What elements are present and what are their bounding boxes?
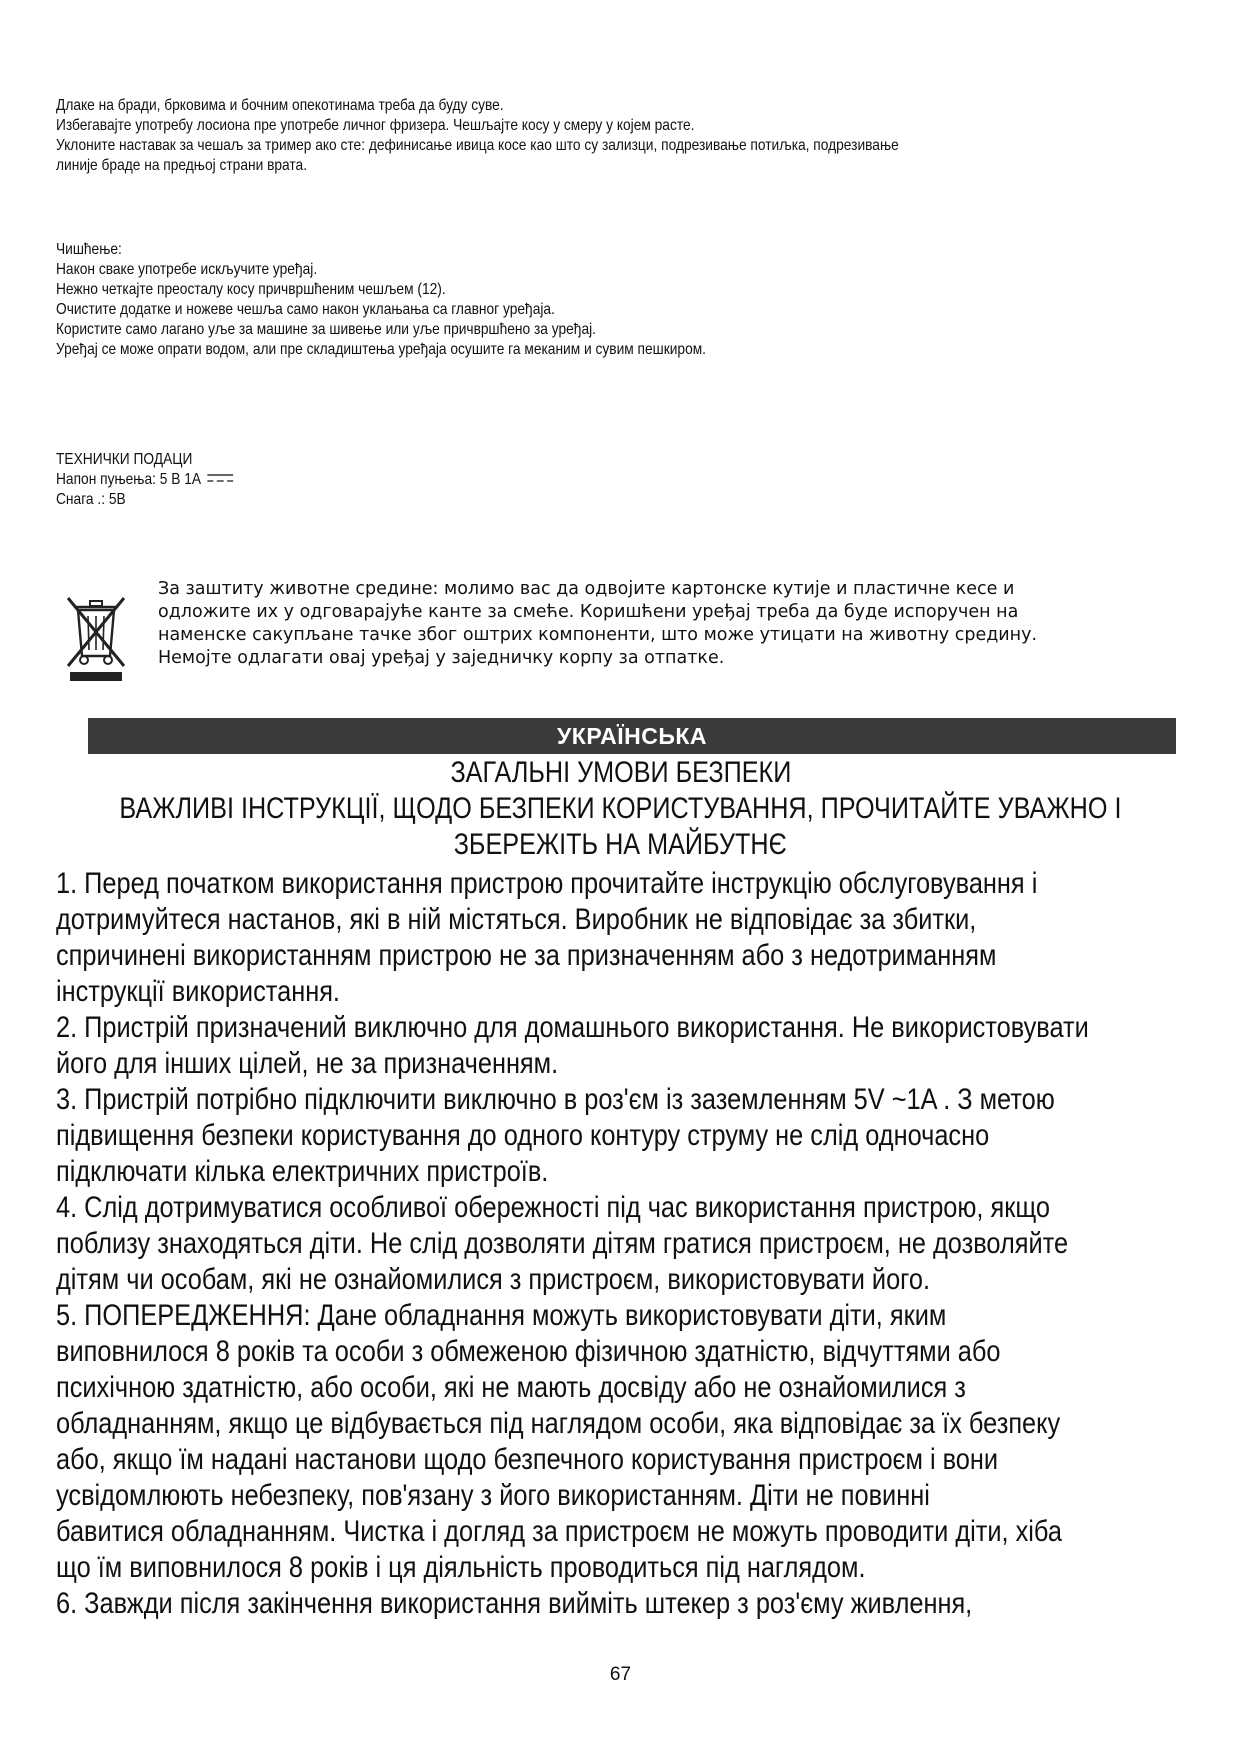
paragraph-line: Немојте одлагати овај уређај у заједничку корпу за отпатке. [158,648,725,668]
crossed-out-wheelie-bin-icon [64,594,128,684]
cleaning-instructions [56,240,706,360]
paragraph-line: його для інших цілей, не за призначенням. [56,1047,559,1080]
charging-voltage-value: Напон пуњења: 5 В 1А [56,471,202,488]
paragraph-line: або, якщо їм надані настанови щодо безпечного користування пристроєм і вони [56,1443,999,1476]
paragraph-line: психічною здатністю, або особи, які не мають досвіду або не ознайомилися з [56,1371,966,1404]
paragraph-line: виповнилося 8 років та особи з обмеженою фізичною здатністю, відчуттями або [56,1335,1001,1368]
paragraph-line: Користите само лагано уље за машине за шивење или уље причвршћено за уређај. [56,321,596,338]
cleaning-heading: Чишћење: [56,241,122,258]
paragraph-line: обладнанням, якщо це відбувається під наглядом особи, яка відповідає за їх безпеку [56,1407,1061,1440]
heading-text: ВАЖЛИВІ ІНСТРУКЦІЇ, ЩОДО БЕЗПЕКИ КОРИСТУВАННЯ, ПРОЧИТАЙТЕ УВАЖНО І [119,792,1122,825]
paragraph-line: За заштиту животне средине: молимо вас да одвојите картонске кутије и пластичне кесе и [158,579,1015,599]
paragraph-line: 6. Завжди після закінчення використання вийміть штекер з роз'єму живлення, [56,1587,973,1620]
charging-voltage [56,470,234,490]
paragraph-line: одложите их у одговарајуће канте за смеће. Коришћени уређај треба да буде испоручен на [158,602,1019,622]
environment-notice [158,578,1037,670]
paragraph-line: Избегавајте употребу лосиона пре употребе личног фризера. Чешљајте косу у смеру у којем расте. [56,117,695,134]
paragraph-line: 5. ПОПЕРЕДЖЕННЯ: Дане обладнання можуть використовувати діти, яким [56,1299,947,1332]
paragraph-line: бавитися обладнанням. Чистка і догляд за пристроєм не можуть проводити діти, хіба [56,1515,1062,1548]
paragraph-line: інструкції використання. [56,975,340,1008]
heading-text: ЗБЕРЕЖІТЬ НА МАЙБУТНЄ [454,828,787,861]
section-subheading [0,827,1241,863]
paragraph-line: що їм виповнилося 8 років і ця діяльність проводиться під наглядом. [56,1551,866,1584]
paragraph-line: дотримуйтеся настанов, які в ній містяться. Виробник не відповідає за збитки, [56,903,977,936]
paragraph-line: Длаке на бради, брковима и бочним опекотинама треба да буду суве. [56,97,504,114]
safety-instructions [56,866,1089,1622]
paragraph-line: підключати кілька електричних пристроїв. [56,1155,549,1188]
paragraph-line: Очистите додатке и ножеве чешља само након уклањања са главног уређаја. [56,301,555,318]
paragraph-line: линије браде на предњој страни врата. [56,157,308,174]
paragraph-line: 4. Слід дотримуватися особливої обережності під час використання пристрою, якщо [56,1191,1050,1224]
paragraph-line: Нежно четкајте преосталу косу причвршћеним чешљем (12). [56,281,446,298]
power-rating: Снага .: 5В [56,491,126,508]
section-heading [0,755,1241,791]
paragraph-line: Уклоните наставак за чешаљ за тример ако сте: дефинисање ивица косе као што су зализци, подрезивање потиљка, подрезивање [56,137,899,154]
dc-symbol-icon [206,473,234,483]
paragraph-line: наменске сакупљане тачке због оштрих компоненти, што може утицати на животну средину. [158,625,1038,645]
paragraph-line: дітям чи особам, які не ознайомилися з пристроєм, використовувати його. [56,1263,931,1296]
paragraph-line: спричинені використанням пристрою не за призначенням або з недотриманням [56,939,997,972]
paragraph-line: поблизу знаходяться діти. Не слід дозволяти дітям гратися пристроєм, не дозволяйте [56,1227,1069,1260]
paragraph-line: підвищення безпеки користування до одного контуру струму не слід одночасно [56,1119,990,1152]
technical-data [56,450,234,510]
hair-instructions [56,96,899,176]
paragraph-line: Уређај се може опрати водом, али пре складиштења уређаја осушите га меканим и сувим пешкиром. [56,341,706,358]
paragraph-line: 3. Пристрій потрібно підключити виключно в роз'єм із заземленням 5V ~1A . З метою [56,1083,1055,1116]
paragraph-line: усвідомлюють небезпеку, пов'язану з його використанням. Діти не повинні [56,1479,930,1512]
heading-text: ЗАГАЛЬНІ УМОВИ БЕЗПЕКИ [450,756,791,789]
section-subheading [0,791,1241,827]
language-banner: УКРАЇНСЬКА [88,718,1176,754]
paragraph-line: 2. Пристрій призначений виключно для домашнього використання. Не використовувати [56,1011,1089,1044]
paragraph-line: 1. Перед початком використання пристрою прочитайте інструкцію обслуговування і [56,867,1038,900]
paragraph-line: Након сваке употребе искључите уређај. [56,261,318,278]
page-number: 67 [609,1664,632,1685]
technical-data-title: ТЕХНИЧКИ ПОДАЦИ [56,451,193,468]
